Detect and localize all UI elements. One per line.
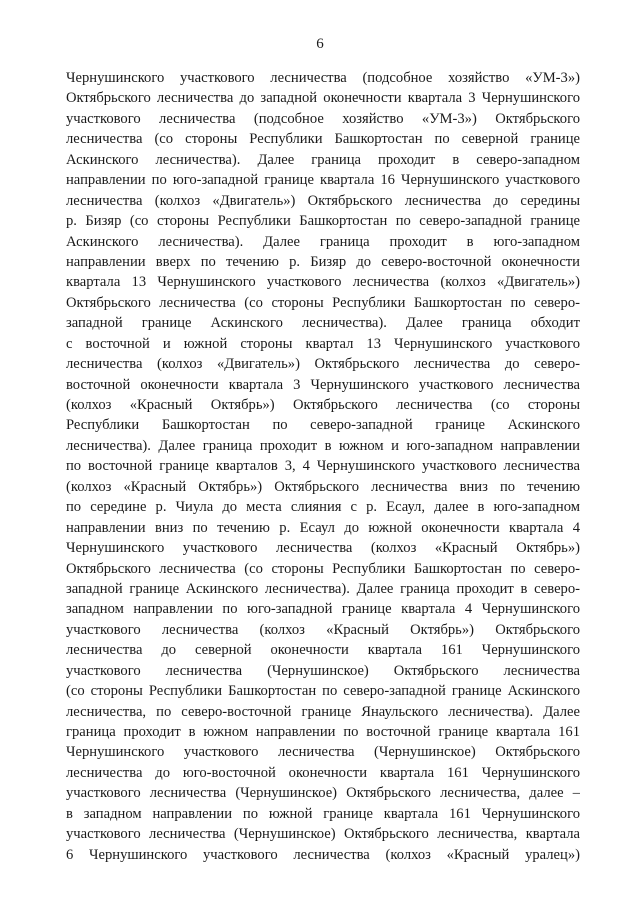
body-text	[66, 68, 580, 865]
text-line: восточной оконечности квартала 3 Чернушинского участкового лесничества	[66, 376, 580, 393]
text-line: Октябрьского лесничества до западной оконечности квартала 3 Чернушинского	[66, 90, 580, 107]
text-line: 6 Чернушинского участкового лесничества (колхоз «Красный уралец»)	[66, 846, 580, 863]
text-line: Чернушинского участкового лесничества (подсобное хозяйство «УМ-3»)	[66, 70, 580, 86]
page-number: 6	[316, 36, 324, 52]
text-line: лесничества (колхоз «Двигатель») Октябрьского лесничества до северо-	[66, 356, 580, 373]
text-line: участкового лесничества (подсобное хозяйство «УМ-3») Октябрьского	[66, 110, 580, 127]
text-line: Аскинского лесничества). Далее граница проходит в юго-западном	[66, 233, 580, 250]
text-line: лесничества, по северо-восточной границе Янаульского лесничества). Далее	[66, 703, 580, 720]
text-line: Чернушинского участкового лесничества (Чернушинское) Октябрьского	[66, 744, 580, 761]
text-line: направлении вверх по течению р. Бизяр до северо-восточной оконечности	[66, 253, 580, 270]
text-line: (со стороны Республики Башкортостан по северо-западной границе Аскинского	[66, 683, 580, 700]
text-line: лесничества до северной оконечности квартала 161 Чернушинского	[66, 642, 580, 659]
text-line: участкового лесничества (Чернушинское) Октябрьского лесничества, далее –	[66, 785, 580, 802]
text-line: по восточной границе кварталов 3, 4 Чернушинского участкового лесничества	[66, 458, 580, 475]
text-line: Аскинского лесничества). Далее граница проходит в северо-западном	[66, 151, 580, 168]
text-line: граница проходит в южном направлении по восточной границе квартала 161	[66, 724, 580, 740]
text-line: лесничества). Далее граница проходит в южном и юго-западном направлении	[66, 437, 580, 454]
text-line: участкового лесничества (Чернушинское) Октябрьского лесничества, квартала	[66, 826, 580, 843]
text-line: направлении по юго-западной границе квартала 16 Чернушинского участкового	[66, 172, 580, 189]
text-line: западной границе Аскинского лесничества). Далее граница проходит в северо-	[66, 580, 580, 597]
text-line: в западном направлении по южной границе квартала 161 Чернушинского	[66, 805, 580, 822]
text-line: квартала 13 Чернушинского участкового лесничества (колхоз «Двигатель»)	[66, 274, 580, 291]
text-line: лесничества (со стороны Республики Башкортостан по северной границе	[66, 131, 580, 148]
text-line: Чернушинского участкового лесничества (колхоз «Красный Октябрь»)	[66, 540, 580, 557]
text-line: по середине р. Чиула до места слияния с р. Есаул, далее в юго-западном	[66, 499, 580, 516]
text-line: с восточной и южной стороны квартал 13 Чернушинского участкового	[66, 335, 580, 352]
text-line: Октябрьского лесничества (со стороны Республики Башкортостан по северо-	[66, 560, 580, 577]
text-line: (колхоз «Красный Октябрь») Октябрьского лесничества (со стороны	[66, 397, 580, 413]
text-line: участкового лесничества (колхоз «Красный Октябрь») Октябрьского	[66, 621, 580, 638]
text-line: лесничества до юго-восточной оконечности квартала 161 Чернушинского	[66, 764, 580, 781]
text-line: р. Бизяр (со стороны Республики Башкортостан по северо-западной границе	[66, 213, 580, 230]
text-line: (колхоз «Красный Октябрь») Октябрьского лесничества вниз по течению	[66, 478, 580, 495]
text-line: западном направлении по юго-западной границе квартала 4 Чернушинского	[66, 601, 580, 618]
text-line: Октябрьского лесничества (со стороны Республики Башкортостан по северо-	[66, 294, 580, 311]
text-line: западной границе Аскинского лесничества). Далее граница обходит	[66, 315, 580, 332]
text-line: направлении вниз по течению р. Есаул до южной оконечности квартала 4	[66, 519, 580, 536]
text-line: участкового лесничества (Чернушинское) Октябрьского лесничества	[66, 662, 580, 679]
text-line: лесничества (колхоз «Двигатель») Октябрьского лесничества до середины	[66, 192, 580, 209]
text-line: Республики Башкортостан по северо-западной границе Аскинского	[66, 417, 580, 434]
